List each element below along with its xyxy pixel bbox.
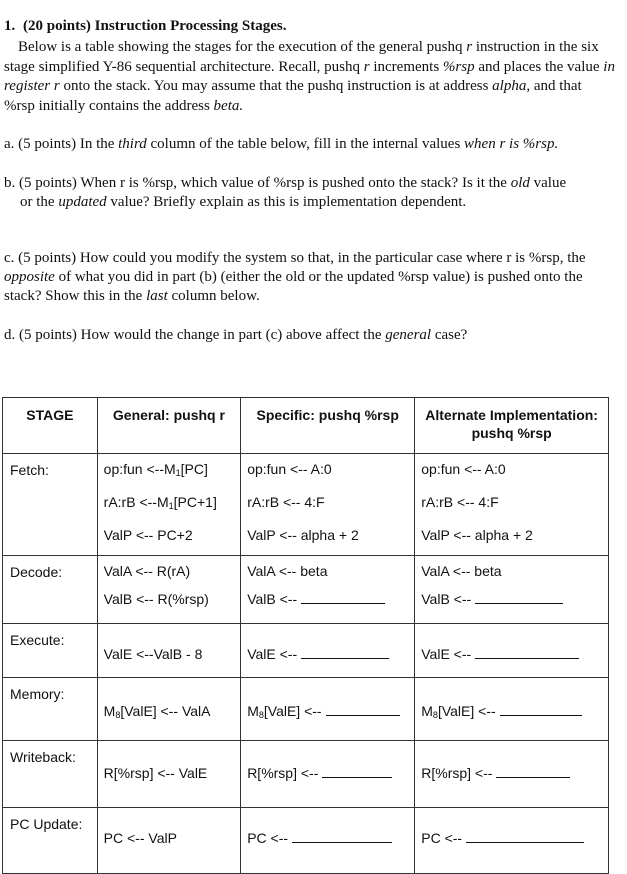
stage-label: Fetch:: [10, 462, 49, 478]
text: [ValE] <--: [437, 703, 496, 719]
fetch-alternate-line: ValP <-- alpha + 2: [421, 527, 533, 543]
stage-fetch: [3, 454, 98, 556]
answer-blank[interactable]: [500, 714, 582, 716]
part-b-italic: updated: [58, 194, 107, 210]
header-stage: STAGE: [3, 398, 98, 454]
header-general: General: pushq r: [97, 398, 241, 454]
decode-specific: [241, 556, 415, 624]
part-c: [4, 249, 616, 306]
text: ValE <--: [247, 646, 298, 662]
part-c-italic: last: [146, 288, 168, 304]
writeback-alternate-line: [421, 765, 608, 781]
pcupdate-specific-line: [247, 830, 414, 846]
question-number: 1.: [4, 18, 16, 34]
answer-blank[interactable]: [322, 776, 392, 778]
table-row-decode: [3, 556, 609, 624]
part-a-text: a. (5 points) In the: [4, 136, 119, 152]
subscript: 8: [258, 710, 264, 720]
stage-label: Writeback:: [10, 749, 76, 765]
intro-italic-beta: beta.: [213, 97, 244, 114]
text: R[%rsp] <--: [421, 765, 493, 781]
execute-specific-line: [247, 646, 414, 662]
memory-alternate-line: [421, 703, 608, 719]
decode-alternate: [415, 556, 609, 624]
text: M: [247, 703, 259, 719]
part-d: [4, 326, 616, 345]
subscript: 8: [432, 710, 438, 720]
subscript: 1: [175, 468, 181, 478]
part-c-text: column below.: [167, 288, 260, 304]
text: [PC+1]: [173, 494, 217, 510]
stage-memory: [3, 678, 98, 741]
subscript: 8: [115, 710, 121, 720]
fetch-alternate-line: rA:rB <-- 4:F: [421, 494, 499, 510]
text: op:fun <--M: [103, 461, 176, 477]
header-specific: Specific: pushq %rsp: [241, 398, 415, 454]
part-a-italic: when r is %rsp.: [464, 136, 559, 152]
decode-general: [97, 556, 241, 624]
table-row-fetch: [3, 454, 609, 556]
fetch-specific-line: op:fun <-- A:0: [247, 461, 332, 477]
part-c-text: of what you did in part (b) (either the old or the updated %rsp value) is pushed onto the stack? Show this in the: [4, 269, 583, 304]
intro-italic-rsp: %rsp: [442, 58, 475, 75]
intro-text: instruction in the six stage simplified Y-86 sequential architecture. Recall, pushq: [4, 39, 599, 75]
stage-decode: [3, 556, 98, 624]
fetch-alternate-line: op:fun <-- A:0: [421, 461, 506, 477]
part-c-italic: opposite: [4, 269, 55, 285]
part-b-text: value? Briefly explain as this is implementation dependent.: [106, 194, 467, 210]
fetch-specific: [241, 454, 415, 556]
header-alternate-line1: Alternate Implementation:: [425, 407, 598, 423]
fetch-specific-line: rA:rB <-- 4:F: [247, 494, 325, 510]
decode-alternate-line: ValA <-- beta: [421, 563, 502, 579]
part-c-text: c. (5 points) How could you modify the system so that, in the particular case where r is %rsp, the: [4, 250, 586, 266]
text: rA:rB <--M: [103, 494, 169, 510]
memory-specific-line: [247, 703, 414, 719]
writeback-alternate: [415, 741, 609, 808]
stage-label: PC Update:: [10, 816, 83, 832]
answer-blank[interactable]: [301, 602, 385, 604]
answer-blank[interactable]: [475, 602, 563, 604]
decode-alternate-line: [421, 591, 608, 607]
stage-pcupdate: [3, 808, 98, 874]
answer-blank[interactable]: [292, 841, 392, 843]
part-d-text: case?: [431, 327, 468, 343]
subscript: 1: [168, 501, 174, 511]
intro-text: Below is a table showing the stages for the execution of the general pushq: [18, 39, 467, 55]
fetch-general-line: ValP <-- PC+2: [103, 527, 193, 543]
pcupdate-alternate-line: [421, 830, 608, 846]
answer-blank[interactable]: [496, 776, 570, 778]
table-row-writeback: [3, 741, 609, 808]
fetch-general-line: [104, 494, 241, 527]
header-alternate-line2: pushq %rsp: [471, 425, 552, 441]
text: ValE <--: [421, 646, 472, 662]
header-alternate: [415, 398, 609, 454]
part-b-continuation: [4, 193, 616, 212]
answer-blank[interactable]: [475, 657, 579, 659]
part-d-italic: general: [385, 327, 432, 343]
memory-general-line: [104, 703, 241, 719]
execute-general: [97, 624, 241, 678]
memory-specific: [241, 678, 415, 741]
intro-text: and places the value: [474, 58, 604, 75]
execute-specific: [241, 624, 415, 678]
part-b-text: or the: [20, 194, 59, 210]
text: [ValE] <-- ValA: [120, 703, 211, 719]
writeback-specific-line: [247, 765, 414, 781]
text: M: [421, 703, 433, 719]
text: PC <--: [247, 830, 289, 846]
text: R[%rsp] <--: [247, 765, 319, 781]
execute-general-line: ValE <--ValB - 8: [103, 646, 203, 662]
part-d-text: d. (5 points) How would the change in part (c) above affect the: [4, 327, 386, 343]
fetch-general-line: [104, 461, 241, 494]
part-b-italic: old: [510, 175, 530, 191]
intro-text: , and that %rsp initially contains the address: [4, 78, 582, 114]
text: [ValE] <--: [263, 703, 322, 719]
stage-label: Decode:: [10, 564, 63, 580]
writeback-general-line: R[%rsp] <-- ValE: [103, 765, 208, 781]
question-title: [4, 18, 286, 35]
table-row-pcupdate: [3, 808, 609, 874]
writeback-specific: [241, 741, 415, 808]
table-row-memory: [3, 678, 609, 741]
decode-specific-line: [247, 591, 414, 607]
memory-general: [97, 678, 241, 741]
intro-italic-alpha: alpha: [492, 78, 527, 94]
stage-writeback: [3, 741, 98, 808]
stage-label: Execute:: [10, 632, 65, 648]
question-intro: [4, 38, 616, 116]
pcupdate-specific: [241, 808, 415, 874]
pcupdate-general-line: PC <-- ValP: [103, 830, 177, 846]
writeback-general: [97, 741, 241, 808]
fetch-specific-line: ValP <-- alpha + 2: [247, 527, 359, 543]
decode-specific-line: ValA <-- beta: [247, 563, 328, 579]
answer-blank[interactable]: [326, 714, 400, 716]
question-title-text: (20 points) Instruction Processing Stages.: [23, 18, 287, 34]
text: [PC]: [180, 461, 208, 477]
intro-italic-r: r: [363, 58, 370, 75]
part-b-text: b. (5 points) When r is %rsp, which value of %rsp is pushed onto the stack? Is it the: [4, 175, 511, 191]
answer-blank[interactable]: [301, 657, 389, 659]
part-b: [4, 174, 616, 212]
text: PC <--: [421, 830, 463, 846]
pcupdate-general: [97, 808, 241, 874]
fetch-alternate: [415, 454, 609, 556]
table-row-execute: [3, 624, 609, 678]
decode-general-line: ValB <-- R(%rsp): [103, 591, 209, 607]
stage-execute: [3, 624, 98, 678]
decode-general-line: ValA <-- R(rA): [103, 563, 191, 579]
memory-alternate: [415, 678, 609, 741]
intro-italic-r: r: [466, 39, 473, 55]
part-b-text: value: [529, 175, 567, 191]
part-a: [4, 135, 616, 154]
execute-alternate: [415, 624, 609, 678]
pcupdate-alternate: [415, 808, 609, 874]
answer-blank[interactable]: [466, 841, 584, 843]
part-a-text: column of the table below, fill in the internal values: [146, 136, 465, 152]
intro-italic-in-register: in register r: [4, 58, 615, 94]
intro-text: increments: [369, 58, 443, 75]
stages-table: [2, 397, 609, 874]
table-header-row: [3, 398, 609, 454]
intro-text: onto the stack. You may assume that the pushq instruction is at address: [59, 78, 493, 94]
text: ValB <--: [421, 591, 472, 607]
text: ValB <--: [247, 591, 298, 607]
text: M: [103, 703, 116, 719]
part-a-italic: third: [118, 136, 147, 152]
fetch-general: [97, 454, 241, 556]
stage-label: Memory:: [10, 686, 65, 702]
execute-alternate-line: [421, 646, 608, 662]
